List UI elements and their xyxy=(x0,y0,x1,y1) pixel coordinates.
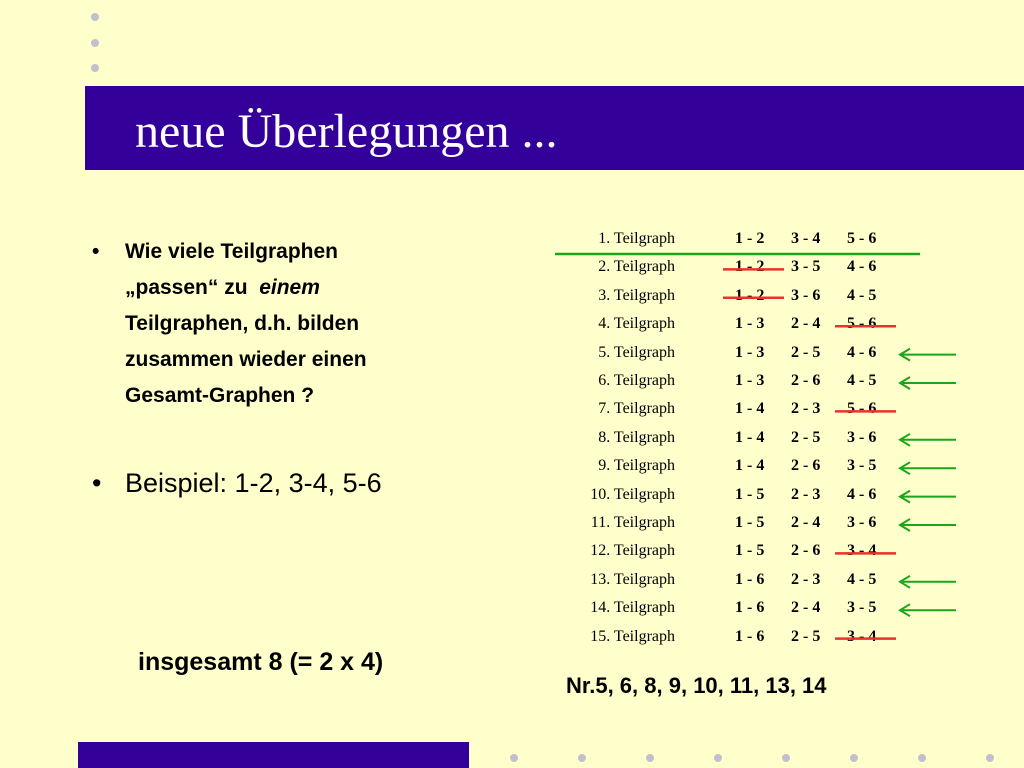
edge-pair: 3 - 6 xyxy=(847,428,877,446)
edge-pair: 1 - 6 xyxy=(735,627,765,645)
teilgraph-label: 9. Teilgraph xyxy=(598,457,675,475)
edge-pair: 1 - 4 xyxy=(735,457,765,475)
teilgraph-label: 12. Teilgraph xyxy=(590,542,675,560)
edge-pair: 4 - 5 xyxy=(847,286,877,304)
bullet-symbol: • xyxy=(92,240,100,263)
edge-pair: 1 - 2 xyxy=(735,230,765,247)
question-emphasis: einem xyxy=(259,276,320,299)
slide-title: neue Überlegungen ... xyxy=(135,105,558,158)
edge-pair: 1 - 5 xyxy=(735,542,765,560)
edge-pair: 1 - 6 xyxy=(735,599,765,617)
teilgraph-label: 8. Teilgraph xyxy=(598,428,675,446)
teilgraph-label: 10. Teilgraph xyxy=(590,485,675,503)
edge-pair: 1 - 3 xyxy=(735,343,765,361)
teilgraph-label: 13. Teilgraph xyxy=(590,570,675,588)
bullet-symbol: • xyxy=(92,468,102,498)
edge-pair: 4 - 6 xyxy=(847,485,877,503)
teilgraph-label: 11. Teilgraph xyxy=(590,514,675,531)
edge-pair: 2 - 4 xyxy=(791,514,821,531)
edge-pair: 3 - 5 xyxy=(847,599,877,617)
question-line-3: Teilgraphen, d.h. bilden xyxy=(125,312,360,335)
edge-pair: 5 - 6 xyxy=(847,315,877,333)
teilgraph-label: 3. Teilgraph xyxy=(598,286,675,304)
edge-pair: 2 - 3 xyxy=(791,400,821,418)
edge-pair: 1 - 3 xyxy=(735,315,765,333)
teilgraph-label: 15. Teilgraph xyxy=(590,627,675,645)
question-line-5: Gesamt-Graphen ? xyxy=(125,384,315,407)
edge-pair: 3 - 6 xyxy=(791,286,821,304)
edge-pair: 2 - 5 xyxy=(791,627,821,645)
edge-pair: 4 - 6 xyxy=(847,258,877,276)
edge-pair: 2 - 6 xyxy=(791,542,821,560)
edge-pair: 1 - 2 xyxy=(735,286,765,304)
edge-pair: 3 - 4 xyxy=(847,627,877,645)
edge-pair: 3 - 4 xyxy=(791,230,821,247)
edge-pair: 4 - 6 xyxy=(847,343,877,361)
edge-pair: 3 - 4 xyxy=(847,542,877,560)
edge-pair: 1 - 3 xyxy=(735,372,765,389)
edge-pair: 5 - 6 xyxy=(847,400,877,418)
edge-pair: 2 - 4 xyxy=(791,315,821,333)
question-line-2: „passen“ zu xyxy=(125,276,254,299)
example-text: Beispiel: 1-2, 3-4, 5-6 xyxy=(125,468,382,498)
question-line-1: Wie viele Teilgraphen xyxy=(125,240,338,263)
edge-pair: 3 - 6 xyxy=(847,514,877,531)
edge-pair: 1 - 5 xyxy=(735,514,765,531)
edge-pair: 2 - 3 xyxy=(791,570,821,588)
teilgraph-label: 1. Teilgraph xyxy=(598,230,675,247)
total-text: insgesamt 8 (= 2 x 4) xyxy=(138,648,384,676)
edge-pair: 3 - 5 xyxy=(791,258,821,276)
edge-pair: 1 - 2 xyxy=(735,258,765,276)
edge-pair: 2 - 6 xyxy=(791,457,821,475)
edge-pair: 2 - 4 xyxy=(791,599,821,617)
edge-pair: 5 - 6 xyxy=(847,230,877,247)
teilgraph-label: 7. Teilgraph xyxy=(598,400,675,418)
edge-pair: 4 - 5 xyxy=(847,372,877,389)
question-line-4: zusammen wieder einen xyxy=(125,348,367,371)
teilgraph-label: 14. Teilgraph xyxy=(590,599,675,617)
edge-pair: 3 - 5 xyxy=(847,457,877,475)
teilgraph-label: 5. Teilgraph xyxy=(598,343,675,361)
edge-pair: 2 - 6 xyxy=(791,372,821,389)
teilgraph-label: 6. Teilgraph xyxy=(598,372,675,389)
teilgraph-label: 2. Teilgraph xyxy=(598,258,675,276)
edge-pair: 2 - 5 xyxy=(791,343,821,361)
edge-pair: 1 - 4 xyxy=(735,428,765,446)
edge-pair: 1 - 6 xyxy=(735,570,765,588)
edge-pair: 1 - 4 xyxy=(735,400,765,418)
result-text: Nr.5, 6, 8, 9, 10, 11, 13, 14 xyxy=(566,673,827,698)
bottom-bar xyxy=(78,742,469,768)
teilgraph-label: 4. Teilgraph xyxy=(598,315,675,333)
edge-pair: 2 - 3 xyxy=(791,485,821,503)
edge-pair: 4 - 5 xyxy=(847,570,877,588)
edge-pair: 1 - 5 xyxy=(735,485,765,503)
edge-pair: 2 - 5 xyxy=(791,428,821,446)
